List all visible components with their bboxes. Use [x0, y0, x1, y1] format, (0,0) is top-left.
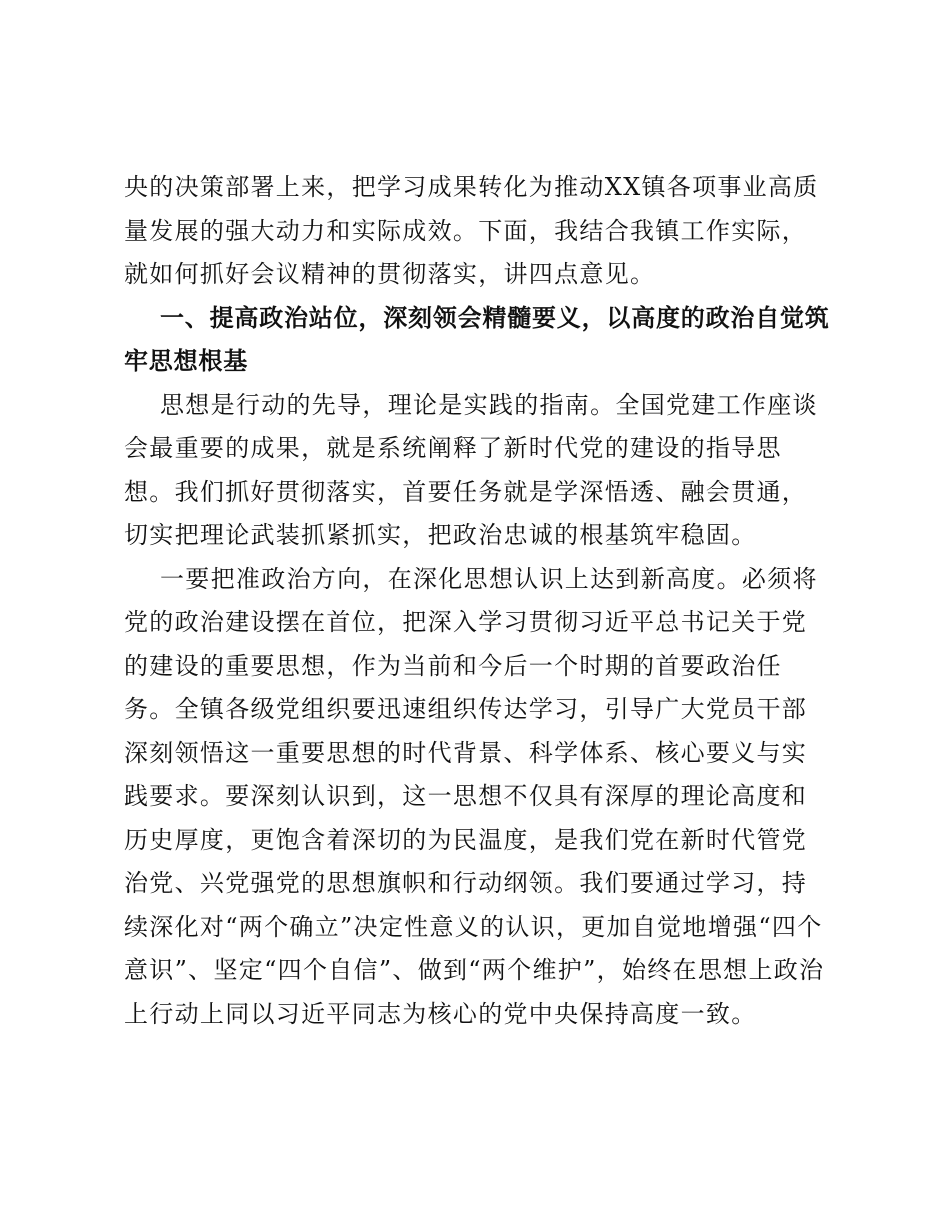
section-heading-1: 一、提高政治站位，深刻领会精髓要义，以高度的政治自觉筑牢思想根基 [124, 303, 830, 375]
paragraph-political-direction: 一要把准政治方向，在深化思想认识上达到新高度。必须将党的政治建设摆在首位，把深入学习贯彻习近平总书记关于党的建设的重要思想，作为当前和今后一个时期的首要政治任务。全镇各级党组织要迅速组织传达学习，引导广大党员干部深刻领悟这一重要思想的时代背景、科学体系、核心要义与实践要求。要深刻认识到，这一思想不仅具有深厚的理论高度和历史厚度，更饱含着深切的为民温度，是我们党在新时代管党治党、兴党强党的思想旗帜和行动纲领。我们要通过学习，持续深化对“两个确立”决定性意义的认识，更加自觉地增强“四个意识”、坚定“四个自信”、做到“两个维护”，始终在思想上政治上行动上同以习近平同志为核心的党中央保持高度一致。 [124, 564, 825, 1028]
paragraph-theory-guidance: 思想是行动的先导，理论是实践的指南。全国党建工作座谈会最重要的成果，就是系统阐释了新时代党的建设的指导思想。我们抓好贯彻落实，首要任务就是学深悟透、融会贯通，切实把理论武装抓紧抓实，把政治忠诚的根基筑牢稳固。 [124, 390, 818, 549]
paragraph-intro-continuation: 央的决策部署上来，把学习成果转化为推动XX镇各项事业高质量发展的强大动力和实际成效。下面，我结合我镇工作实际，就如何抓好会议精神的贯彻落实，讲四点意见。 [124, 173, 819, 288]
document-body [124, 166, 830, 1036]
